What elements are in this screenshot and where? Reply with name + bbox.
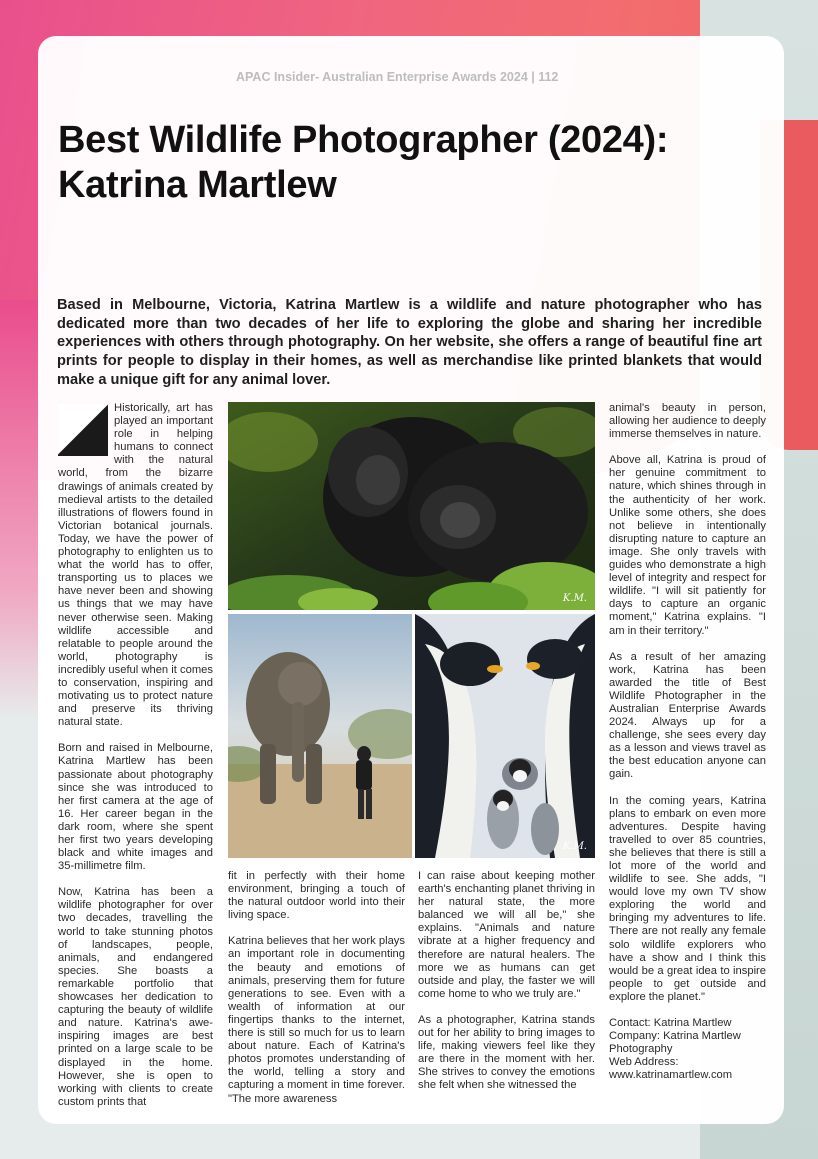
article-column-1 xyxy=(58,402,213,1122)
paragraph: animal's beauty in person, allowing her audience to deeply immerse themselves in nature. xyxy=(609,402,766,441)
contact-block: Contact: Katrina Martlew Company: Katrina Martlew Photography Web Address: www.katrinamartlew.com xyxy=(609,1017,741,1082)
paragraph: In the coming years, Katrina plans to embark on even more adventures. Despite having travelled to over 85 countries, she believes that there is still a lot more of the world and wildlife to see. She adds, "I would love my own TV show exploring the world and bringing my adventures to life. There are not really any female solo wildlife explorers who have a show and I think this would be a great idea to inspire people to get outside and explore the planet." xyxy=(609,794,766,1003)
photographer-signature-mark: K.M. xyxy=(562,593,587,604)
elephant-photo xyxy=(228,614,412,858)
article-column-4 xyxy=(609,402,766,1096)
elephant-illustration xyxy=(228,614,412,858)
paragraph: Above all, Katrina is proud of her genuine commitment to nature, which shines through in the authenticity of her work. Unlike some others, she does not believe in intentionally disrupting nature to capture an image. She only travels with guides who demonstrate a high level of integrity and respect for wildlife. "I will sit patiently for days to capture an organic moment," Katrina explains. "I am in their territory." xyxy=(609,454,766,637)
paragraph: fit in perfectly with their home environment, bringing a touch of the natural outdoor world into their living space. xyxy=(228,870,405,922)
article-column-3 xyxy=(418,870,595,1106)
paragraph: Born and raised in Melbourne, Katrina Martlew has been passionate about photography since she was introduced to her first camera at the age of 16. Her career began in the dark room, where she spent her first two years developing black and white images and 35-millimetre film. xyxy=(58,742,213,873)
article-column-2 xyxy=(228,870,405,1119)
paragraph: Historically, art has played an important role in helping humans to connect with the natural world, from the bizarre drawings of animals created by medieval artists to the detailed illustrations of flowers found in Victorian botanical journals. Today, we have the power of photography to enlighten us to what the world has to offer, transporting us to places we have never been and showing us things that we may have never otherwise seen. Making wildlife accessible and relatable to people around the world, photography is incredibly useful when it comes to conservation, inspiring and motivating us to protect nature and preserve its thriving natural state. xyxy=(58,402,213,729)
running-head: APAC Insider- Australian Enterprise Awards 2024 | 112 xyxy=(236,70,559,84)
article-lead: Based in Melbourne, Victoria, Katrina Martlew is a wildlife and nature photographer who has dedicated more than two decades of her life to exploring the globe and sharing her incredible experiences with others through photography. On her website, she offers a range of beautiful fine art prints for people to display in their homes, as well as merchandise like printed blankets that would make a unique gift for any animal lover. xyxy=(57,297,762,388)
dropcap-triangle-icon xyxy=(58,404,108,456)
gorillas-photo xyxy=(228,402,595,610)
gorillas-illustration xyxy=(228,402,595,610)
penguins-photo xyxy=(415,614,595,858)
paragraph: Now, Katrina has been a wildlife photographer for over two decades, travelling the world to take stunning photos of landscapes, people, animals, and endangered species. She boasts a remarkable portfolio that showcases her dedication to capturing the beauty of wildlife and nature. Katrina's awe-inspiring images are best printed on a large scale to be displayed in the home. However, she is open to working with clients to create custom prints that xyxy=(58,886,213,1108)
paragraph: As a photographer, Katrina stands out for her ability to bring images to life, making viewers feel like they are there in the moment with her. She strives to convey the emotions she felt when she witnessed the xyxy=(418,1013,595,1092)
paragraph: Katrina believes that her work plays an important role in documenting the beauty and emotions of animals, preserving them for future generations to see. Even with a wealth of information at our fingertips thanks to the internet, there is still so much for us to learn about nature. Each of Katrina's photos promotes understanding of the world, telling a story and capturing a moment in time forever. "The more awareness xyxy=(228,935,405,1105)
background-left-shape xyxy=(0,300,40,720)
paragraph: I can raise about keeping mother earth's enchanting planet thriving in her natural state, the more balanced we will all be," she explains. "Animals and nature vibrate at a higher frequency and therefore are natural healers. The more we as humans can get outside and play, the faster we will come home to who we truly are." xyxy=(418,870,595,1000)
photographer-signature-mark: K.M. xyxy=(562,841,587,852)
article-title: Best Wildlife Photographer (2024): Katrina Martlew xyxy=(58,119,669,206)
penguins-illustration xyxy=(415,614,595,858)
paragraph: As a result of her amazing work, Katrina has been awarded the title of Best Wildlife Photographer in the Australian Enterprise Awards 2024. Always up for a challenge, she sees every day as a lesson and views travel as the best education anyone can gain. xyxy=(609,650,766,781)
